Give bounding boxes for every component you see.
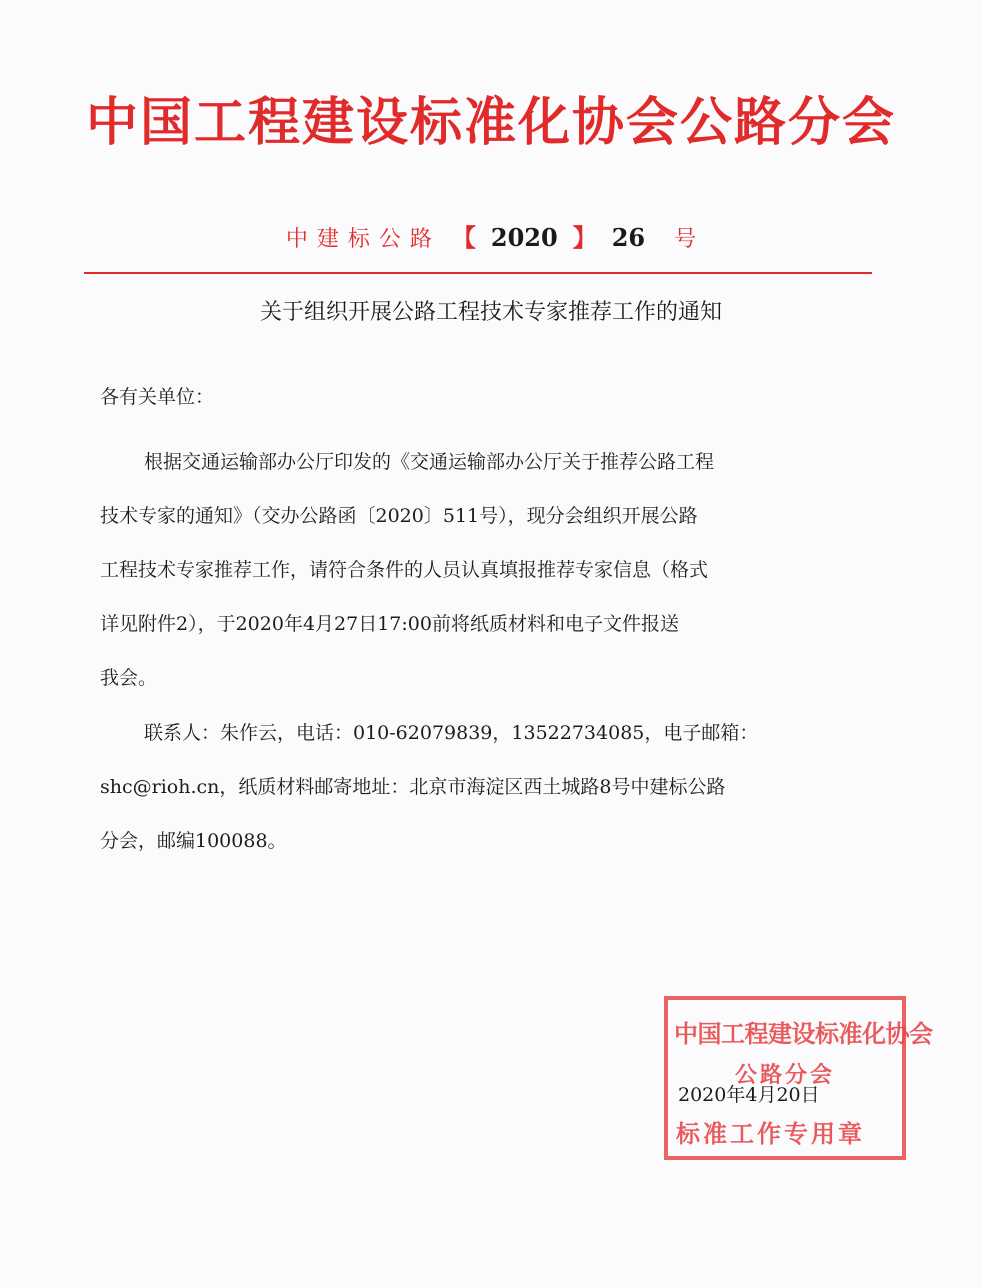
official-seal-stamp: [664, 996, 933, 1162]
paragraph-line: 联系人：朱作云，电话：010-62079839，13522734085，电子邮箱：: [144, 722, 759, 744]
doc-number-bracket-close: 】: [572, 223, 597, 252]
doc-number-bracket-open: 【: [451, 223, 476, 252]
letterhead-organization-title: 中国工程建设标准化协会公路分会: [85, 93, 896, 153]
seal-text-organization: 中国工程建设标准化协会: [674, 1020, 933, 1048]
seal-text-purpose: 标准工作专用章: [676, 1120, 865, 1148]
seal-text-branch: 公路分会: [734, 1063, 835, 1088]
paragraph-line: 详见附件2），于2020年4月27日17:00前将纸质材料和电子文件报送: [100, 613, 679, 635]
salutation: 各有关单位：: [100, 386, 215, 408]
paragraph-line: 分会，邮编100088。: [100, 830, 287, 852]
document-number: [0, 220, 982, 258]
paragraph-line: 技术专家的通知》（交办公路函〔2020〕511号），现分会组织开展公路: [100, 505, 698, 527]
signature-date: 2020年4月20日: [678, 1084, 820, 1106]
paragraph-line: 根据交通运输部办公厅印发的《交通运输部办公厅关于推荐公路工程: [144, 451, 715, 473]
doc-number-org-abbrev: 中建标公路: [285, 227, 441, 252]
notice-title: 关于组织开展公路工程技术专家推荐工作的通知: [259, 300, 722, 325]
letterhead-divider: [84, 272, 872, 274]
paragraph-line: shc@rioh.cn，纸质材料邮寄地址：北京市海淀区西土城路8号中建标公路: [100, 776, 726, 798]
body-paragraph-1: [100, 435, 870, 705]
paragraph-line: 工程技术专家推荐工作，请符合条件的人员认真填报推荐专家信息（格式: [100, 559, 709, 581]
paragraph-line: 我会。: [100, 667, 158, 689]
doc-number-serial: 26: [611, 223, 646, 252]
body-paragraph-contact: [100, 706, 870, 868]
doc-number-suffix: 号: [674, 227, 697, 252]
doc-number-year: 2020: [490, 223, 558, 252]
